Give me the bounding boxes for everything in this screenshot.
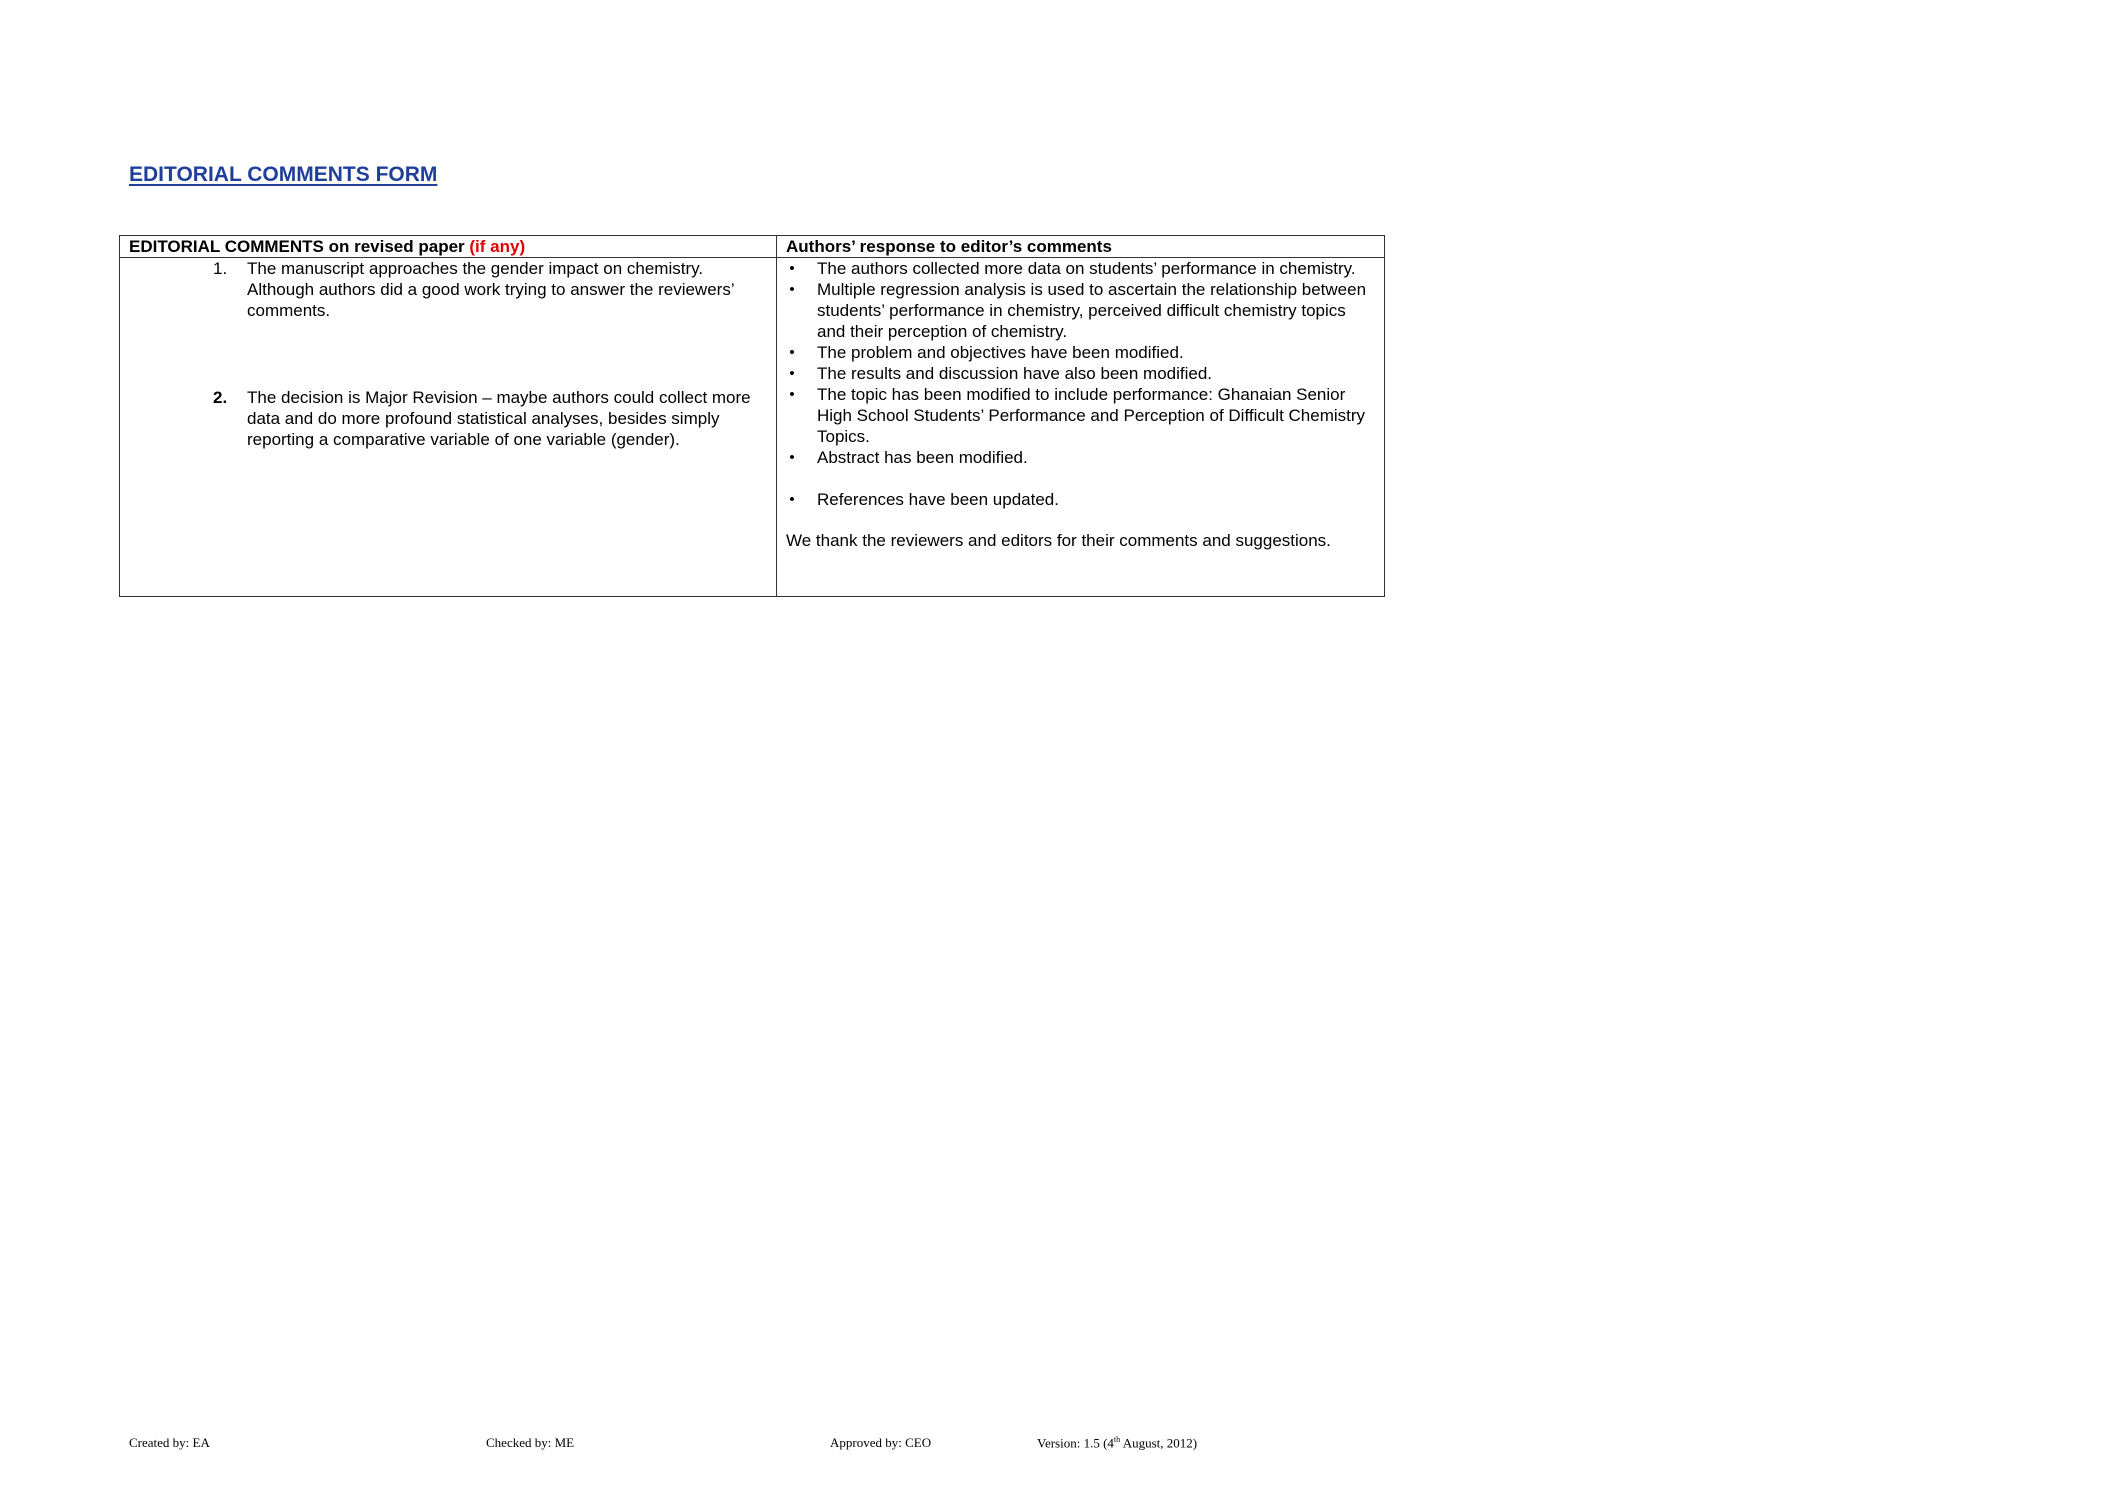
version-ordinal: th — [1113, 1435, 1121, 1444]
if-any-note: (if any) — [469, 237, 526, 256]
editorial-comment-item — [120, 258, 766, 321]
table-row — [120, 258, 1385, 597]
list-item — [786, 258, 1372, 279]
response-text: The authors collected more data on students’ performance in chemistry. — [817, 259, 1356, 278]
list-item — [786, 384, 1372, 447]
authors-response-header: Authors’ response to editor’s comments — [777, 236, 1385, 258]
response-text: The problem and objectives have been modified. — [817, 343, 1184, 362]
list-item — [786, 363, 1372, 384]
response-text: The topic has been modified to include performance: Ghanaian Senior High School Students’ Performance and Perception of Difficult Chemistry Topics. — [817, 385, 1366, 446]
response-list — [786, 258, 1372, 510]
version-suffix: August, 2012) — [1120, 1435, 1198, 1451]
table-header-row — [120, 236, 1385, 258]
created-by: Created by: EA — [129, 1435, 210, 1450]
comment-text: The decision is Major Revision – maybe authors could collect more data and do more profound statistical analyses, besides simply reporting a comparative variable of one variable (gender). — [247, 388, 751, 449]
comment-number: 1. — [213, 259, 228, 278]
checked-by: Checked by: ME — [486, 1435, 575, 1450]
response-text: Multiple regression analysis is used to ascertain the relationship between students’ performance in chemistry, perceived difficult chemistry topics and their perception of chemistry. — [817, 280, 1367, 341]
bullet-icon: • — [789, 260, 795, 277]
response-text: References have been updated. — [817, 490, 1059, 509]
response-text: Abstract has been modified. — [817, 448, 1028, 467]
bullet-icon: • — [789, 491, 795, 508]
list-item — [786, 342, 1372, 363]
editorial-comments-header — [120, 236, 777, 258]
editorial-comments-table — [119, 235, 1385, 597]
editorial-comments-cell — [120, 258, 777, 597]
version-info — [1037, 1435, 1197, 1451]
editorial-comments-header-label: EDITORIAL COMMENTS on revised paper — [129, 237, 465, 256]
bullet-icon: • — [789, 449, 795, 466]
list-item — [786, 447, 1372, 468]
list-item — [786, 279, 1372, 342]
list-item — [786, 489, 1372, 510]
response-text: The results and discussion have also been modified. — [817, 364, 1213, 383]
thanks-note: We thank the reviewers and editors for their comments and suggestions. — [786, 531, 1331, 550]
editorial-comment-item — [120, 387, 766, 450]
comment-text: The manuscript approaches the gender impact on chemistry. Although authors did a good work trying to answer the reviewers’ comments. — [247, 259, 734, 320]
bullet-icon: • — [789, 365, 795, 382]
version-prefix: Version: 1.5 (4 — [1037, 1435, 1114, 1451]
bullet-icon: • — [789, 386, 795, 403]
approved-by: Approved by: CEO — [830, 1435, 932, 1450]
bullet-icon: • — [789, 344, 795, 361]
form-title: EDITORIAL COMMENTS FORM — [129, 163, 438, 186]
comment-number: 2. — [213, 388, 228, 407]
bullet-icon: • — [789, 281, 795, 298]
authors-response-cell — [777, 258, 1385, 597]
